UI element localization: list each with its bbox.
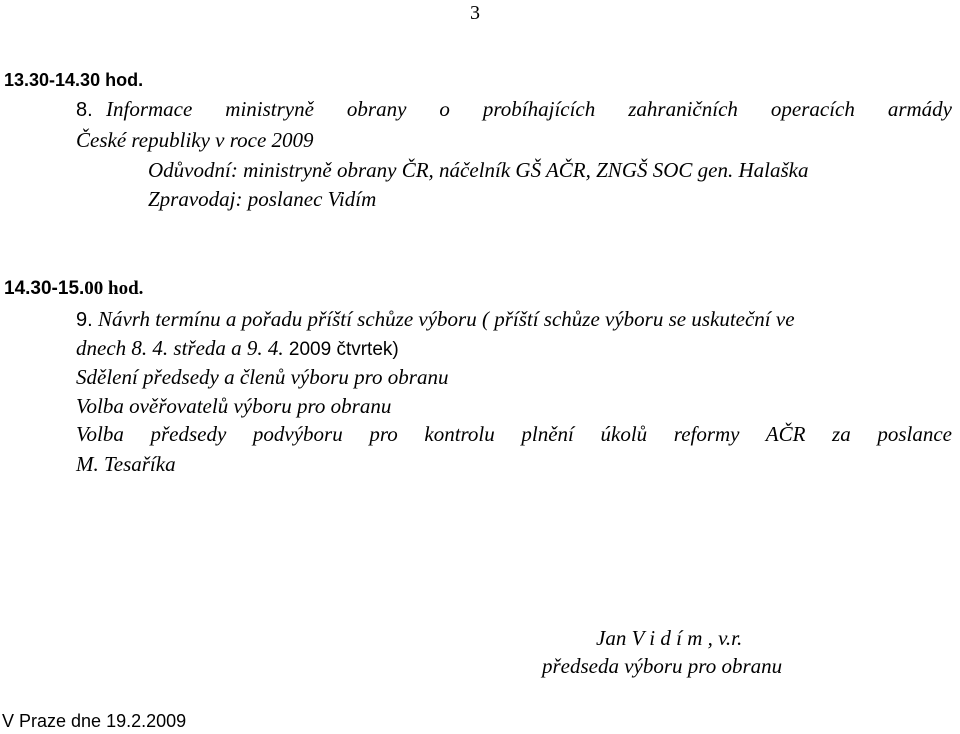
agenda-item-9-title-line1 [76,306,795,333]
time-slot-1: 13.30-14.30 hod. [4,70,144,90]
place-and-date: V Praze dne 19.2.2009 [2,711,187,731]
page-number: 3 [470,2,480,24]
agenda-item-8-number: 8. [76,99,93,121]
agenda-item-9-title-line2 [76,335,399,363]
agenda-item-9-title-text: Návrh termínu a pořadu příští schůze výboru ( příští schůze výboru se uskuteční ve [97,307,795,331]
agenda-subitem-subcommittee-chair-line2: M. Tesaříka [76,452,176,476]
agenda-item-9-dates-end: 2009 čtvrtek) [288,339,399,360]
agenda-item-8-title-line2: České republiky v roce 2009 [76,128,314,152]
agenda-subitem-announcement: Sdělení předsedy a členů výboru pro obranu [76,365,449,389]
agenda-subitem-verifiers: Volba ověřovatelů výboru pro obranu [76,394,392,418]
agenda-subitem-subcommittee-chair-line1: Volba předsedy podvýboru pro kontrolu plnění úkolů reformy AČR za poslance [76,422,952,446]
agenda-item-8-justification: Odůvodní: ministryně obrany ČR, náčelník GŠ AČR, ZNGŠ SOC gen. Halaška [148,158,809,182]
time-slot-2 [4,276,143,302]
agenda-item-9-dates: dnech 8. 4. středa a 9. 4. [76,336,289,360]
time-slot-2-end: 00 hod. [84,278,144,299]
time-slot-2-start: 14.30-15. [4,278,85,299]
agenda-item-9-number: 9. [76,309,93,331]
signature-role: předseda výboru pro obranu [542,654,783,678]
agenda-item-8-rapporteur: Zpravodaj: poslanec Vidím [148,187,377,211]
agenda-item-8-title-line1: Informace ministryně obrany o probíhajících zahraničních operacích armády [106,97,952,121]
signature-name: Jan V i d í m , v.r. [596,626,743,650]
